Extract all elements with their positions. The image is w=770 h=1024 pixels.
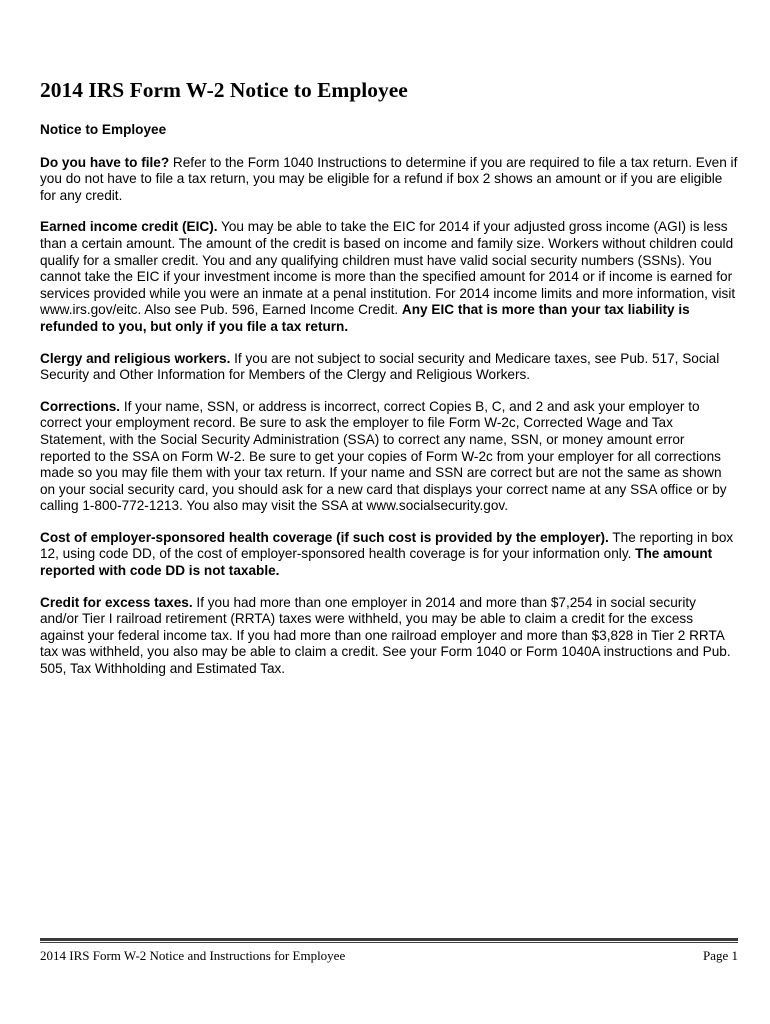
paragraph-do-you-have-to-file [40, 155, 738, 205]
paragraph-emphasis: The amount reported with code DD is not taxable. [40, 546, 713, 579]
paragraph-heading: Earned income credit (EIC). [40, 219, 218, 235]
paragraph-heading: Do you have to file? [40, 154, 170, 170]
paragraph-corrections [40, 399, 738, 515]
section-subtitle: Notice to Employee [40, 122, 167, 137]
page-number: Page 1 [702, 948, 738, 963]
footer-divider-thin [40, 942, 738, 943]
footer-row [40, 948, 738, 964]
paragraph-body: If your name, SSN, or address is incorrect, correct Copies B, C, and 2 and ask your employer to correct your employment record. Be sure to ask the employer to file Form W-2c, Corrected Wage and Tax Statement, with the Social Security Administration (SSA) to correct any name, SSN, or money amount error reported to the SSA on Form W-2. Be sure to get your copies of Form W-2c from your employer for all corrections made so you may file them with your tax return. If your name and SSN are correct but are not the same as shown on your social security card, you should ask for a new card that displays your correct name at any SSA office or by calling 1-800-772-1213. You also may visit the SSA at www.socialsecurity.gov. [40, 398, 727, 514]
paragraph-body: You may be able to take the EIC for 2014 if your adjusted gross income (AGI) is less than a certain amount. The amount of the credit is based on income and family size. Workers without children could qualify for a smaller credit. You and any qualifying children must have valid social security numbers (SSNs). You cannot take the EIC if your investment income is more than the specified amount for 2014 or if income is earned for services provided while you were an inmate at a penal institution. For 2014 income limits and more information, visit www.irs.gov/eitc. Also see Pub. 596, Earned Income Credit. [40, 219, 736, 318]
paragraph-heading: Cost of employer-sponsored health coverage (if such cost is provided by the employer). [40, 529, 609, 545]
footer-divider [40, 938, 738, 941]
document-body [40, 122, 738, 693]
paragraph-emphasis: Any EIC that is more than your tax liability is refunded to you, but only if you file a tax return. [40, 302, 690, 334]
paragraph-health-coverage-cost [40, 530, 738, 580]
paragraph-heading: Corrections. [40, 398, 121, 414]
paragraph-earned-income-credit [40, 219, 738, 335]
paragraph-clergy-religious-workers [40, 351, 738, 384]
footer-title: 2014 IRS Form W-2 Notice and Instructions for Employee [40, 948, 346, 963]
paragraph-body: Refer to the Form 1040 Instructions to determine if you are required to file a tax return. Even if you do not have to file a tax return, you may be eligible for a refund if box 2 shows an amount or if you are eligible for any credit. [40, 154, 738, 203]
paragraph-credit-excess-taxes [40, 595, 738, 678]
paragraph-body: If you are not subject to social security and Medicare taxes, see Pub. 517, Social Security and Other Information for Members of the Clergy and Religious Workers. [40, 350, 720, 383]
paragraph-body: The reporting in box 12, using code DD, of the cost of employer-sponsored health coverage is for your information only. [40, 529, 734, 562]
paragraph-heading: Clergy and religious workers. [40, 350, 231, 366]
paragraph-body: If you had more than one employer in 2014 and more than $7,254 in social security and/or Tier I railroad retirement (RRTA) taxes were withheld, you may be able to claim a credit for the excess against your federal income tax. If you had more than one railroad employer and more than $3,828 in Tier 2 RRTA tax was withheld, you also may be able to claim a credit. See your Form 1040 or Form 1040A instructions and Pub. 505, Tax Withholding and Estimated Tax. [40, 594, 731, 677]
page-footer [40, 938, 738, 964]
paragraph-heading: Credit for excess taxes. [40, 594, 193, 610]
page-title: 2014 IRS Form W-2 Notice to Employee [40, 78, 408, 102]
